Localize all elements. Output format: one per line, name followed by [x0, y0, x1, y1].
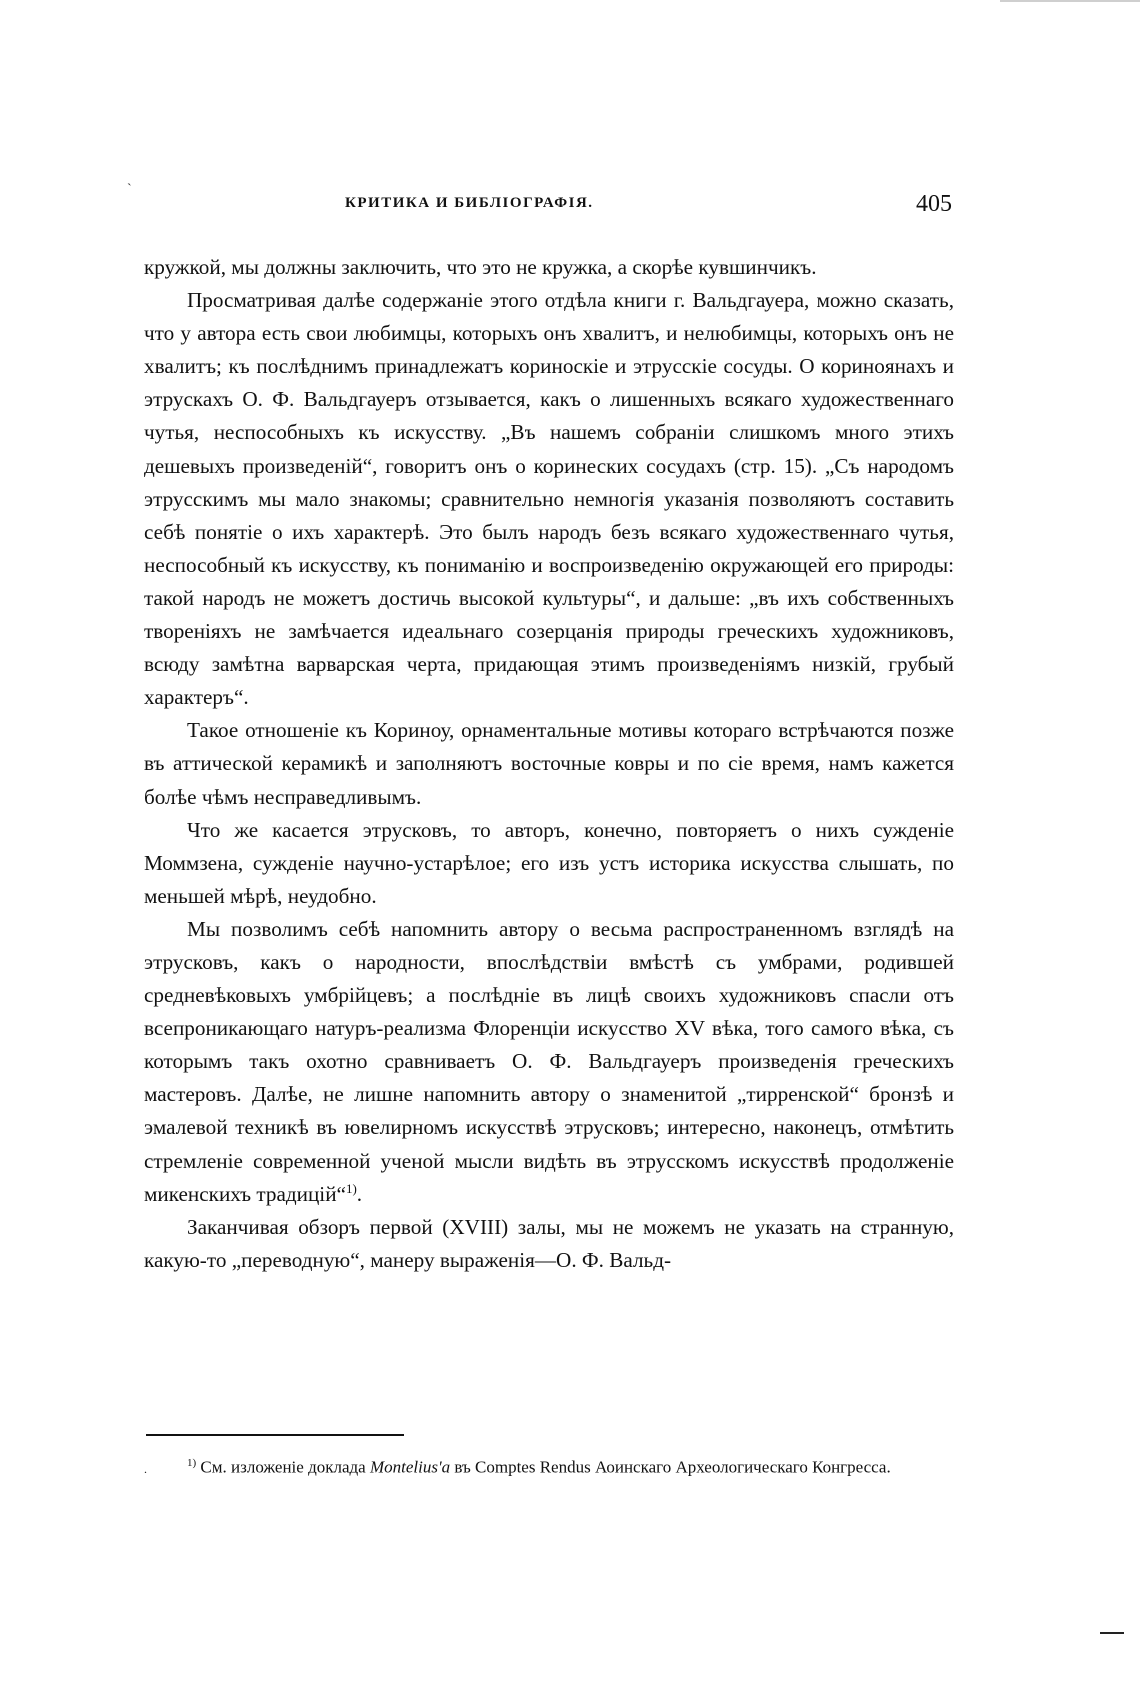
paragraph-text: Мы позволимъ себѣ напомнить автору о весьма распространенномъ взглядѣ на этрусковъ, какъ о народности, впослѣдствiи вмѣстѣ съ умбрами, родившей средневѣковыхъ умбрiйцевъ; а послѣднiе въ лицѣ своихъ художниковъ спасли отъ всепроникающаго натуръ-реализма Флоренцiи искусство XV вѣка, того самого вѣка, съ которымъ такъ охотно сравниваетъ О. Ф. Вальдгауеръ произведенiя греческихъ мастеровъ. Далѣе, не лишне напомнить автору о знаменитой „тирренской“ бронзѣ и эмалевой техникѣ въ ювелирномъ искусствѣ этрусковъ; интересно, наконецъ, отмѣтить стремленiе современной ученой мысли видѣть въ этрусскомъ искусствѣ продолженiе микенскихъ традицiй“ [144, 916, 954, 1206]
paragraph: Мы позволимъ себѣ напомнить автору о весьма распространенномъ взглядѣ на этрусковъ, какъ о народности, впослѣдствiи вмѣстѣ съ умбрами, родившей средневѣковыхъ умбрiйцевъ; а послѣднiе въ лицѣ своихъ художниковъ спасли отъ всепроникающаго натуръ-реализма Флоренцiи искусство XV вѣка, того самого вѣка, съ которымъ такъ охотно сравниваетъ О. Ф. Вальдгауеръ произведенiя греческихъ мастеровъ. Далѣе, не лишне напомнить автору о знаменитой „тирренской“ бронзѣ и эмалевой техникѣ въ ювелирномъ искусствѣ этрусковъ; интересно, наконецъ, отмѣтить стремленiе современной ученой мысли видѣть въ этрусскомъ искусствѣ продолженiе микенскихъ традицiй“$^{1)}$. [144, 916, 954, 1206]
paragraph: Просматривая далѣе содержанiе этого отдѣла книги г. Вальдгауера, можно сказать, что у автора есть свои любимцы, которыхъ онъ хвалитъ, и нелюбимцы, которыхъ онъ не хвалитъ; къ послѣднимъ принадлежатъ коринoскiе и этрусскiе сосуды. О коринoянахъ и этрускахъ О. Ф. Вальдгауеръ отзывается, какъ о лишенныхъ всякаго художественнаго чутья, неспособныхъ къ искусству. „Въ нашемъ собранiи слишкомъ много этихъ дешевыхъ произведенiй“, говоритъ онъ о коринеских сосудахъ (стр. 15). „Съ народомъ этрусскимъ мы мало знакомы; сравнительно немногiя указанiя позволяютъ составить себѣ понятiе о ихъ характерѣ. Это былъ народъ безъ всякаго художественнаго чутья, неспособный къ искусству, къ пониманiю и воспроизведенiю окружающей его природы: такой народъ не можетъ достичь высокой культуры“, и дальше: „въ ихъ собственныхъ творенiяхъ не замѣчается идеальнаго созерцанiя природы греческихъ художниковъ, всюду замѣтна варварская черта, придающая этимъ произведенiямъ низкiй, грубый характеръ“. [144, 288, 954, 710]
footnote-author: Montelius'a [369, 1457, 451, 1477]
body-text [144, 251, 954, 1277]
paragraph: Такое отношенiе къ Кориноу, орнаментальные мотивы котораго встрѣчаются позже въ аттической керамикѣ и заполняютъ восточные ковры и по сiе время, намъ кажется болѣе чѣмъ несправедливымъ. [144, 718, 954, 809]
footnote [146, 1449, 954, 1482]
paragraph: Заканчивая обзоръ первой (XVIII) залы, мы не можемъ не указать на странную, какую-то „переводную“, манеру выраженiя—О. Ф. Вальд- [144, 1214, 954, 1272]
footnote-marker: 1) [187, 1457, 197, 1469]
paragraph [144, 814, 954, 913]
footnote-divider [146, 1434, 404, 1436]
page-number: 405 [916, 191, 952, 217]
scan-edge-line [1000, 0, 1140, 2]
paragraph-continuation: кружкой, мы должны заключить, что это не кружка, а скорѣе кувшинчикъ. [144, 255, 817, 279]
margin-dash [1100, 1632, 1124, 1634]
footnote-reference[interactable]: 1) [345, 1180, 357, 1196]
footnote-text-before: См. изложенiе доклада [200, 1457, 366, 1477]
running-title: КРИТИКА И БИБЛIОГРАФIЯ. [345, 195, 594, 211]
footnote-text-after: въ Comptes Rendus Аоинскаго Археологическаго Конгресса. [454, 1457, 891, 1477]
paragraph-text: Что же касается этрусковъ, то авторъ, конечно, повторяетъ о нихъ сужденiе Моммзена, сужденiе научно-устарѣлое; его изъ устъ историка искусства слышать, по меньшей мѣрѣ, неудобно. [144, 817, 954, 908]
stray-dot: . [144, 1462, 147, 1476]
page-header [0, 191, 1140, 221]
stray-tick-mark: ˋ [127, 182, 132, 197]
